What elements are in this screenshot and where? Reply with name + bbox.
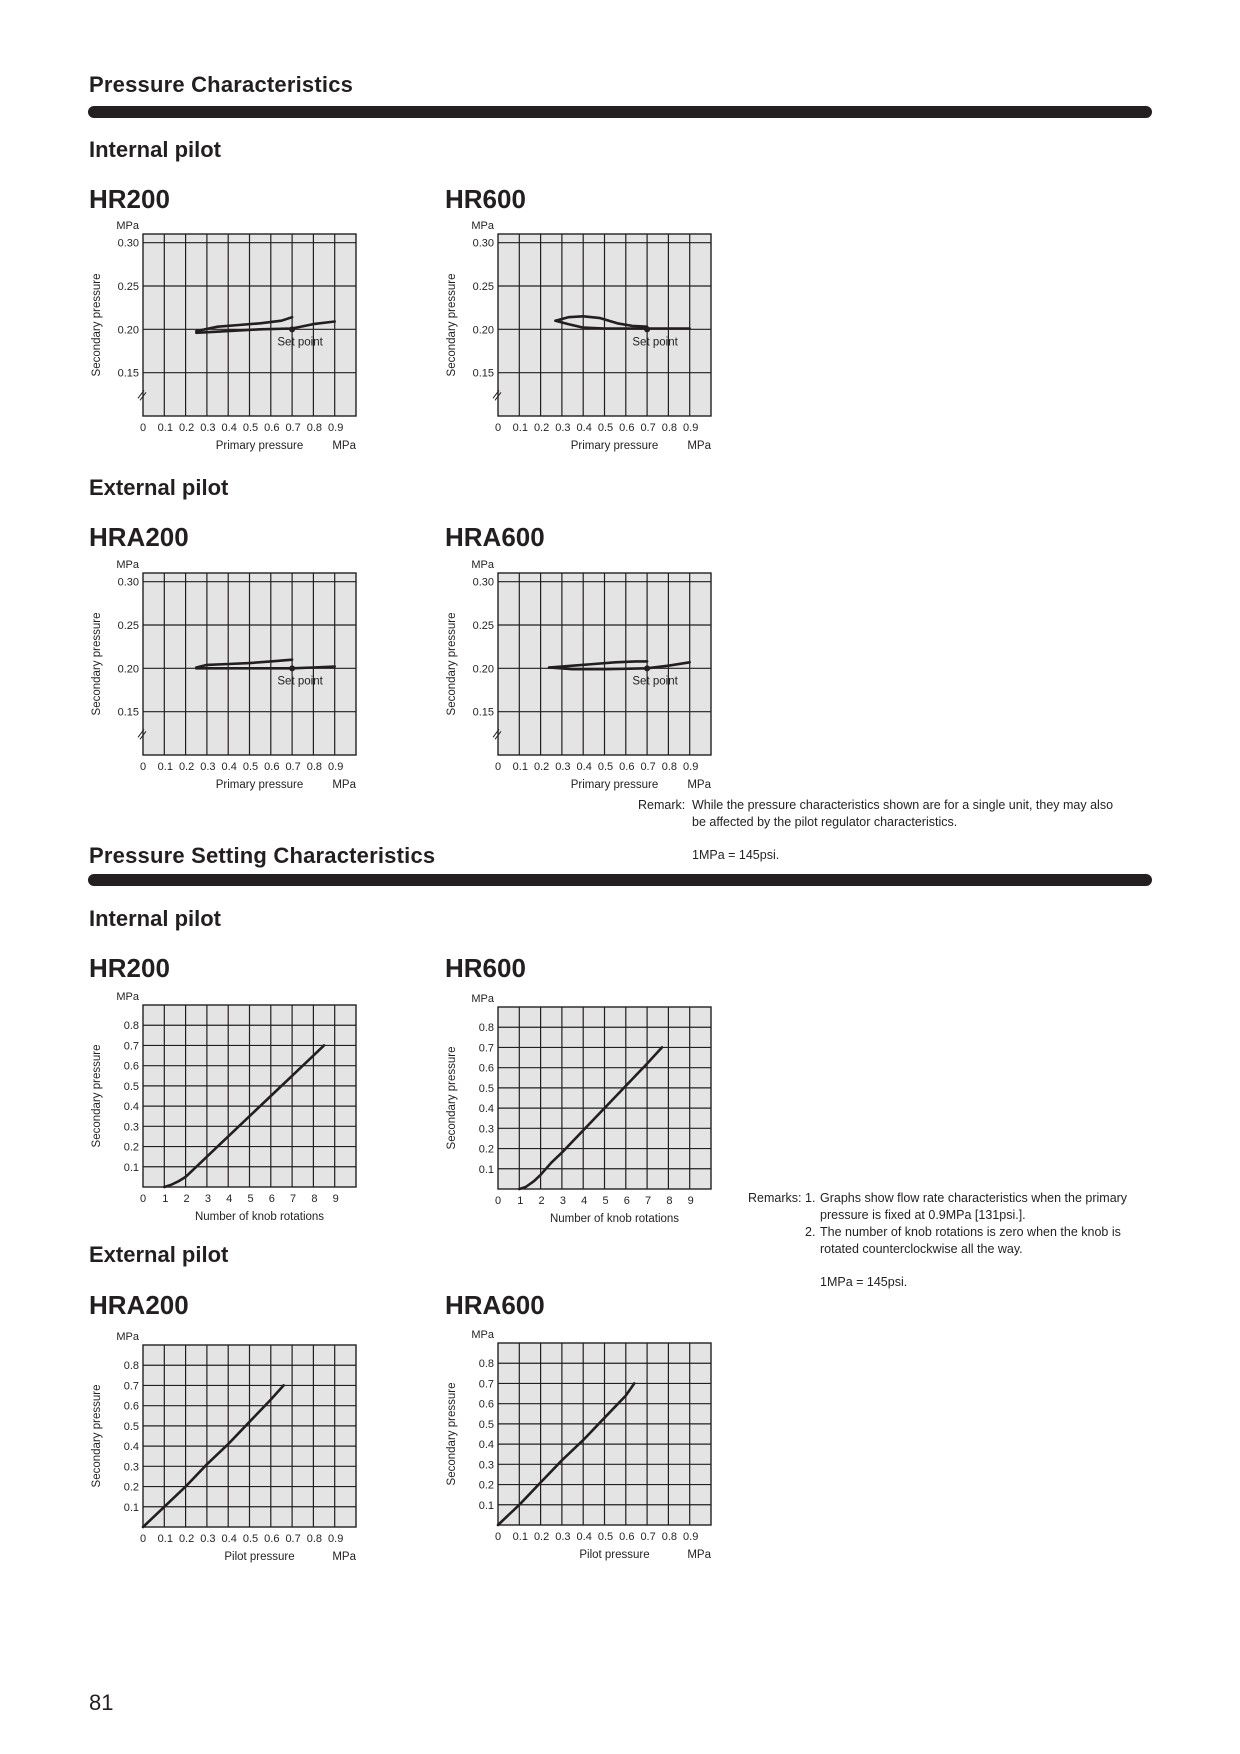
chart-svg <box>88 553 388 813</box>
y-tick-label: 0.4 <box>478 1439 494 1452</box>
group-title-external-pilot: External pilot <box>89 475 229 500</box>
x-tick-label: 0.4 <box>576 422 592 434</box>
chart-svg <box>88 214 388 474</box>
section-divider-bar <box>88 874 1152 886</box>
x-tick-label: 0.7 <box>640 761 656 773</box>
remark-line: be affected by the pilot regulator characteristics. <box>692 815 958 829</box>
y-tick-label: 0.30 <box>117 576 139 589</box>
x-tick-label: 6 <box>268 1193 275 1205</box>
y-tick-label: 0.8 <box>478 1022 494 1035</box>
x-tick-label: 0.6 <box>264 1533 280 1545</box>
y-tick-label: 0.8 <box>478 1358 494 1371</box>
x-tick-label: 0.9 <box>328 422 344 434</box>
x-tick-label: 0.3 <box>200 761 216 773</box>
remark-pressure-characteristics <box>638 797 1158 867</box>
y-tick-label: 0.6 <box>123 1400 139 1413</box>
chart-svg <box>443 214 743 474</box>
chart-psc-hra200 <box>88 1325 388 1585</box>
y-axis-label: Secondary pressure <box>91 273 103 377</box>
x-tick-label: 1 <box>162 1193 169 1205</box>
x-tick-label: 0.3 <box>555 761 571 773</box>
x-tick-label: 0.5 <box>242 422 259 434</box>
y-tick-label: 0.7 <box>478 1042 494 1055</box>
x-tick-label: 5 <box>247 1193 254 1205</box>
x-axis-label: Pilot pressure <box>224 1551 295 1563</box>
x-tick-label: 0.9 <box>328 1533 344 1545</box>
x-tick-label: 0 <box>139 1533 147 1545</box>
y-tick-label: 0.2 <box>478 1479 494 1492</box>
x-tick-label: 0.1 <box>157 422 173 434</box>
x-tick-label: 0 <box>139 422 147 434</box>
chart-svg <box>88 1325 388 1585</box>
x-tick-label: 1 <box>517 1195 524 1207</box>
remark-label: Remark: <box>638 798 686 812</box>
x-tick-label: 0.8 <box>661 422 678 434</box>
y-axis-label: Secondary pressure <box>446 273 458 377</box>
x-axis-label: Number of knob rotations <box>194 1211 325 1223</box>
y-axis-unit: MPa <box>471 220 494 232</box>
x-tick-label: 2 <box>183 1193 190 1205</box>
x-tick-label: 5 <box>602 1195 609 1207</box>
x-tick-label: 0.7 <box>285 1533 301 1545</box>
x-tick-label: 0 <box>139 1193 147 1205</box>
chart-psc-hr600 <box>443 987 743 1247</box>
remarks-pressure-setting <box>748 1190 1168 1290</box>
x-tick-label: 0.3 <box>555 422 571 434</box>
x-tick-label: 0.6 <box>264 761 280 773</box>
set-point-label: Set point <box>632 336 678 349</box>
y-tick-label: 0.8 <box>123 1360 139 1373</box>
chart-pc-hra600 <box>443 553 743 813</box>
y-axis-unit: MPa <box>471 993 494 1005</box>
y-tick-label: 0.4 <box>123 1441 139 1454</box>
y-tick-label: 0.7 <box>123 1040 139 1053</box>
x-tick-label: 0.4 <box>221 1533 237 1545</box>
model-title: HR200 <box>89 953 170 983</box>
x-axis-unit: MPa <box>687 440 711 452</box>
y-tick-label: 0.30 <box>117 237 139 250</box>
y-tick-label: 0.3 <box>123 1461 139 1474</box>
y-tick-label: 0.7 <box>123 1380 139 1393</box>
y-tick-label: 0.30 <box>472 237 494 250</box>
remark-number: 2. <box>805 1225 816 1239</box>
x-tick-label: 0 <box>494 1195 502 1207</box>
x-tick-label: 0.4 <box>221 422 237 434</box>
chart-svg <box>443 1323 743 1583</box>
y-tick-label: 0.7 <box>478 1378 494 1391</box>
x-tick-label: 0.6 <box>264 422 280 434</box>
model-title: HRA600 <box>445 522 545 552</box>
chart-pc-hra200 <box>88 553 388 813</box>
model-title: HRA200 <box>89 522 189 552</box>
y-axis-label: Secondary pressure <box>446 1046 458 1150</box>
x-tick-label: 0.1 <box>157 761 173 773</box>
set-point-marker <box>289 665 295 671</box>
x-tick-label: 9 <box>687 1195 694 1207</box>
x-tick-label: 0.3 <box>200 422 216 434</box>
x-tick-label: 0.2 <box>533 1531 550 1543</box>
remark-line: rotated counterclockwise all the way. <box>820 1242 1023 1256</box>
set-point-marker <box>644 326 650 332</box>
x-tick-label: 0.2 <box>178 761 195 773</box>
y-axis-unit: MPa <box>116 559 139 571</box>
y-tick-label: 0.25 <box>472 281 494 293</box>
x-tick-label: 6 <box>623 1195 630 1207</box>
x-tick-label: 0.2 <box>178 422 195 434</box>
set-point-label: Set point <box>277 336 323 349</box>
unit-conversion-note: 1MPa = 145psi. <box>692 848 780 862</box>
x-axis-label: Primary pressure <box>570 440 659 452</box>
x-tick-label: 0.2 <box>533 761 550 773</box>
set-point-marker <box>289 326 295 332</box>
chart-svg <box>443 553 743 813</box>
x-axis-label: Primary pressure <box>570 779 659 791</box>
set-point-label: Set point <box>632 675 678 688</box>
y-tick-label: 0.1 <box>123 1161 139 1174</box>
set-point-marker <box>644 665 650 671</box>
x-tick-label: 0 <box>494 1531 502 1543</box>
x-axis-label: Primary pressure <box>215 779 304 791</box>
y-tick-label: 0.1 <box>478 1499 494 1512</box>
y-tick-label: 0.20 <box>117 663 139 676</box>
y-axis-unit: MPa <box>116 991 139 1003</box>
page-number: 81 <box>89 1690 114 1715</box>
x-tick-label: 0.7 <box>285 761 301 773</box>
y-axis-label: Secondary pressure <box>446 612 458 716</box>
x-tick-label: 9 <box>332 1193 339 1205</box>
group-title-external-pilot: External pilot <box>89 1242 229 1267</box>
y-tick-label: 0.20 <box>117 324 139 337</box>
model-title: HR600 <box>445 184 526 214</box>
x-tick-label: 0.4 <box>576 761 592 773</box>
section-title-pressure-setting-characteristics: Pressure Setting Characteristics <box>89 843 436 868</box>
x-tick-label: 3 <box>204 1193 211 1205</box>
x-tick-label: 0.1 <box>512 1531 528 1543</box>
y-tick-label: 0.2 <box>123 1141 139 1154</box>
x-tick-label: 0.2 <box>178 1533 195 1545</box>
y-tick-label: 0.20 <box>472 324 494 337</box>
y-tick-label: 0.2 <box>123 1481 139 1494</box>
x-tick-label: 0.2 <box>533 422 550 434</box>
x-axis-unit: MPa <box>332 779 356 791</box>
y-tick-label: 0.3 <box>123 1121 139 1134</box>
y-tick-label: 0.5 <box>478 1418 494 1431</box>
x-tick-label: 0.9 <box>683 1531 699 1543</box>
x-axis-unit: MPa <box>687 1549 711 1561</box>
set-point-label: Set point <box>277 675 323 688</box>
y-tick-label: 0.25 <box>117 281 139 293</box>
y-axis-unit: MPa <box>116 220 139 232</box>
x-tick-label: 0.8 <box>306 761 323 773</box>
x-tick-label: 8 <box>311 1193 318 1205</box>
x-tick-label: 0 <box>139 761 147 773</box>
y-axis-unit: MPa <box>471 559 494 571</box>
chart-pc-hr200 <box>88 214 388 474</box>
x-tick-label: 7 <box>645 1195 652 1207</box>
x-tick-label: 0.9 <box>683 422 699 434</box>
model-title: HRA600 <box>445 1290 545 1320</box>
y-tick-label: 0.3 <box>478 1459 494 1472</box>
y-tick-label: 0.6 <box>123 1060 139 1073</box>
y-tick-label: 0.3 <box>478 1123 494 1136</box>
y-tick-label: 0.15 <box>117 367 139 380</box>
y-tick-label: 0.5 <box>123 1080 139 1093</box>
x-tick-label: 0 <box>494 422 502 434</box>
remark-number: 1. <box>805 1191 816 1205</box>
x-tick-label: 4 <box>581 1195 588 1207</box>
y-tick-label: 0.4 <box>123 1101 139 1114</box>
x-axis-label: Pilot pressure <box>579 1549 650 1561</box>
y-tick-label: 0.6 <box>478 1398 494 1411</box>
y-tick-label: 0.8 <box>123 1020 139 1033</box>
y-tick-label: 0.1 <box>478 1163 494 1176</box>
group-title-internal-pilot: Internal pilot <box>89 906 221 931</box>
x-tick-label: 3 <box>559 1195 566 1207</box>
y-axis-label: Secondary pressure <box>91 1384 103 1488</box>
model-title: HR600 <box>445 953 526 983</box>
x-tick-label: 7 <box>290 1193 297 1205</box>
remark-line: While the pressure characteristics shown are for a single unit, they may also <box>692 798 1114 812</box>
y-tick-label: 0.15 <box>472 706 494 719</box>
x-tick-label: 0.5 <box>597 1531 614 1543</box>
y-axis-unit: MPa <box>116 1331 139 1343</box>
x-tick-label: 0.7 <box>285 422 301 434</box>
x-tick-label: 0.5 <box>242 1533 259 1545</box>
x-tick-label: 0.8 <box>306 1533 323 1545</box>
x-tick-label: 0.8 <box>661 761 678 773</box>
y-axis-unit: MPa <box>471 1329 494 1341</box>
y-tick-label: 0.6 <box>478 1062 494 1075</box>
chart-svg <box>443 987 743 1247</box>
section-title-pressure-characteristics: Pressure Characteristics <box>89 72 354 97</box>
chart-pc-hr600 <box>443 214 743 474</box>
chart-svg <box>88 985 388 1245</box>
model-title: HRA200 <box>89 1290 189 1320</box>
x-tick-label: 0.4 <box>576 1531 592 1543</box>
y-tick-label: 0.15 <box>472 367 494 380</box>
x-tick-label: 0.5 <box>597 422 614 434</box>
y-tick-label: 0.30 <box>472 576 494 589</box>
x-tick-label: 2 <box>538 1195 545 1207</box>
x-axis-label: Primary pressure <box>215 440 304 452</box>
y-axis-label: Secondary pressure <box>91 612 103 716</box>
model-title: HR200 <box>89 184 170 214</box>
section-divider-bar <box>88 106 1152 118</box>
y-axis-label: Secondary pressure <box>91 1044 103 1148</box>
unit-conversion-note: 1MPa = 145psi. <box>820 1275 908 1289</box>
x-tick-label: 0.6 <box>619 1531 635 1543</box>
y-tick-label: 0.15 <box>117 706 139 719</box>
x-tick-label: 0.1 <box>512 422 528 434</box>
remark-line: pressure is fixed at 0.9MPa [131psi.]. <box>820 1208 1026 1222</box>
remark-label: Remarks: <box>748 1191 802 1205</box>
x-tick-label: 0.4 <box>221 761 237 773</box>
y-tick-label: 0.2 <box>478 1143 494 1156</box>
y-tick-label: 0.20 <box>472 663 494 676</box>
x-tick-label: 0.6 <box>619 761 635 773</box>
x-axis-label: Number of knob rotations <box>549 1213 680 1225</box>
x-tick-label: 8 <box>666 1195 673 1207</box>
x-tick-label: 0.5 <box>597 761 614 773</box>
y-tick-label: 0.5 <box>123 1420 139 1433</box>
x-tick-label: 0.9 <box>328 761 344 773</box>
y-tick-label: 0.25 <box>472 620 494 632</box>
x-tick-label: 0.3 <box>555 1531 571 1543</box>
x-tick-label: 0.7 <box>640 422 656 434</box>
y-tick-label: 0.25 <box>117 620 139 632</box>
chart-psc-hr200 <box>88 985 388 1245</box>
chart-psc-hra600 <box>443 1323 743 1583</box>
x-tick-label: 0.5 <box>242 761 259 773</box>
remark-line: The number of knob rotations is zero when the knob is <box>820 1225 1121 1239</box>
y-tick-label: 0.1 <box>123 1501 139 1514</box>
x-tick-label: 0 <box>494 761 502 773</box>
x-tick-label: 0.1 <box>512 761 528 773</box>
y-tick-label: 0.4 <box>478 1103 494 1116</box>
x-tick-label: 4 <box>226 1193 233 1205</box>
x-tick-label: 0.7 <box>640 1531 656 1543</box>
remark-line: Graphs show flow rate characteristics when the primary <box>820 1191 1128 1205</box>
x-axis-unit: MPa <box>332 1551 356 1563</box>
y-axis-label: Secondary pressure <box>446 1382 458 1486</box>
group-title-internal-pilot: Internal pilot <box>89 137 221 162</box>
x-tick-label: 0.1 <box>157 1533 173 1545</box>
x-tick-label: 0.8 <box>306 422 323 434</box>
x-axis-unit: MPa <box>687 779 711 791</box>
x-tick-label: 0.9 <box>683 761 699 773</box>
x-tick-label: 0.6 <box>619 422 635 434</box>
y-tick-label: 0.5 <box>478 1082 494 1095</box>
x-tick-label: 0.8 <box>661 1531 678 1543</box>
x-tick-label: 0.3 <box>200 1533 216 1545</box>
x-axis-unit: MPa <box>332 440 356 452</box>
